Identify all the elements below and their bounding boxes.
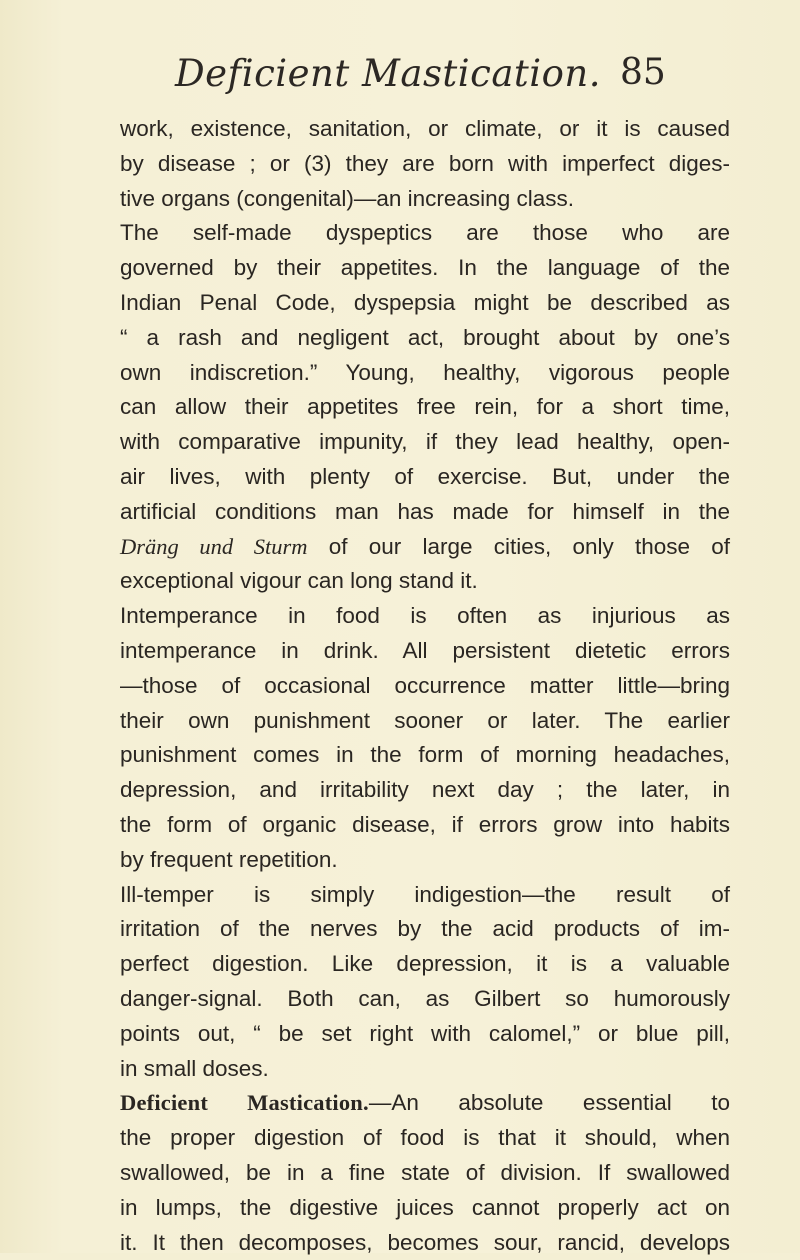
text-line: tive organs (congenital)—an increasing class. bbox=[120, 182, 730, 217]
text-line: work, existence, sanitation, or climate, or it is caused bbox=[120, 112, 730, 147]
text-line: by frequent repetition. bbox=[120, 843, 730, 878]
page-header bbox=[0, 52, 800, 112]
text-line: own indiscretion.” Young, healthy, vigorous people bbox=[120, 356, 730, 391]
text-line: The self-made dyspeptics are those who are bbox=[120, 216, 730, 251]
text-line: “ a rash and negligent act, brought about by one’s bbox=[120, 321, 730, 356]
text-line: Ill-temper is simply indigestion—the result of bbox=[120, 878, 730, 913]
text-line: Intemperance in food is often as injurious as bbox=[120, 599, 730, 634]
line-rest: —An absolute essential to bbox=[369, 1090, 730, 1115]
text-line: the form of organic disease, if errors grow into habits bbox=[120, 808, 730, 843]
text-line: their own punishment sooner or later. The earlier bbox=[120, 704, 730, 739]
text-line: irritation of the nerves by the acid products of im- bbox=[120, 912, 730, 947]
text-line: —those of occasional occurrence matter little—bring bbox=[120, 669, 730, 704]
text-line: punishment comes in the form of morning headaches, bbox=[120, 738, 730, 773]
text-line: danger-signal. Both can, as Gilbert so humorously bbox=[120, 982, 730, 1017]
text-line: swallowed, be in a fine state of division. If swallowed bbox=[120, 1156, 730, 1191]
text-line: Indian Penal Code, dyspepsia might be described as bbox=[120, 286, 730, 321]
text-line: in lumps, the digestive juices cannot properly act on bbox=[120, 1191, 730, 1226]
page-number: 85 bbox=[620, 52, 666, 93]
text-line: with comparative impunity, if they lead healthy, open- bbox=[120, 425, 730, 460]
line-rest: of our large cities, only those of bbox=[307, 534, 730, 559]
section-heading-line bbox=[120, 1086, 730, 1121]
text-line: intemperance in drink. All persistent dietetic errors bbox=[120, 634, 730, 669]
italic-phrase: Dräng und Sturm bbox=[120, 534, 307, 559]
text-line: depression, and irritability next day ; the later, in bbox=[120, 773, 730, 808]
text-line: the proper digestion of food is that it should, when bbox=[120, 1121, 730, 1156]
text-line: it. It then decomposes, becomes sour, rancid, develops bbox=[120, 1226, 730, 1260]
text-line: can allow their appetites free rein, for a short time, bbox=[120, 390, 730, 425]
text-line: artificial conditions man has made for himself in the bbox=[120, 495, 730, 530]
body-text bbox=[120, 112, 730, 1260]
text-line: in small doses. bbox=[120, 1052, 730, 1087]
text-line: by disease ; or (3) they are born with imperfect diges- bbox=[120, 147, 730, 182]
running-title: Deficient Mastication. bbox=[175, 52, 601, 95]
section-heading: Deficient Mastication. bbox=[120, 1090, 369, 1115]
text-line: perfect digestion. Like depression, it is a valuable bbox=[120, 947, 730, 982]
text-line: air lives, with plenty of exercise. But, under the bbox=[120, 460, 730, 495]
text-line: points out, “ be set right with calomel,” or blue pill, bbox=[120, 1017, 730, 1052]
text-line: governed by their appetites. In the language of the bbox=[120, 251, 730, 286]
text-line: exceptional vigour can long stand it. bbox=[120, 564, 730, 599]
text-line-italic-phrase bbox=[120, 530, 730, 565]
